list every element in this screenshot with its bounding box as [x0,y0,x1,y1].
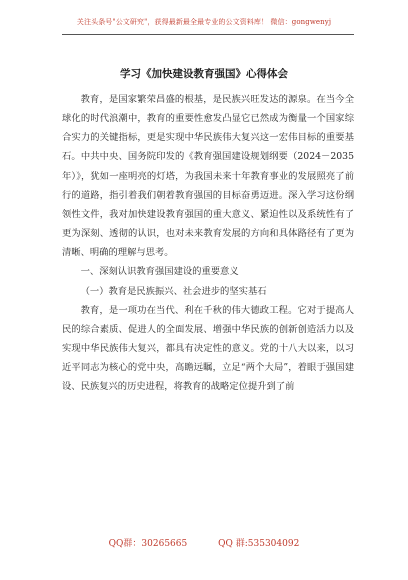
header-divider [62,34,354,35]
subsection-heading: （一）教育是民族振兴、社会进步的坚实基石 [80,285,267,297]
intro-paragraph: 教育，是国家繁荣昌盛的根基，是民族兴旺发达的源泉。在当今全球化的时代浪潮中，教育的重要性愈发凸显它已然成为衡量一个国家综合实力的关键指标，更是实现中华民族伟大复兴这一宏伟目标的重要基石。中共中央、国务院印发的《教育强国建设规划纲要（2024－2035年）》，犹如一座明亮的灯塔，为我国未来十年教育事业的发展照亮了前行的道路，指引着我们朝着教育强国的目标奋勇迈进。深入学习这份纲领性文件，我对加快建设教育强国的重大意义、紧迫性以及系统性有了更为深刻、透彻的认识，也对未来教育发展的方向和具体路径有了更为清晰、明确的理解与思考。 [62,94,354,259]
body-paragraph: 教育，是一项功在当代、利在千秋的伟大德政工程。它对于提高人民的综合素质、促进人的全面发展、增强中华民族的创新创造活力以及实现中华民族伟大复兴，都具有决定性的意义。党的十八大以来，以习近平同志为核心的党中央，高瞻远瞩，立足“两个大局”，着眼于强国建设、民族复兴的历史进程，将教育的战略定位提升到了前 [62,304,354,393]
section-heading: 一、深刻认识教育强国建设的重要意义 [80,266,239,278]
qq-group-1: QQ群：30265665 [108,539,188,549]
document-title: 学习《加快建设教育强国》心得体会 [120,68,288,80]
document-body [62,90,354,397]
page-footer [0,536,408,549]
qq-group-2: QQ 群:535304092 [218,539,300,549]
page-header-banner: 关注头条号"公文研究"，获得最新最全最专业的公文资料库！ 微信：gongwenyj [76,18,332,26]
